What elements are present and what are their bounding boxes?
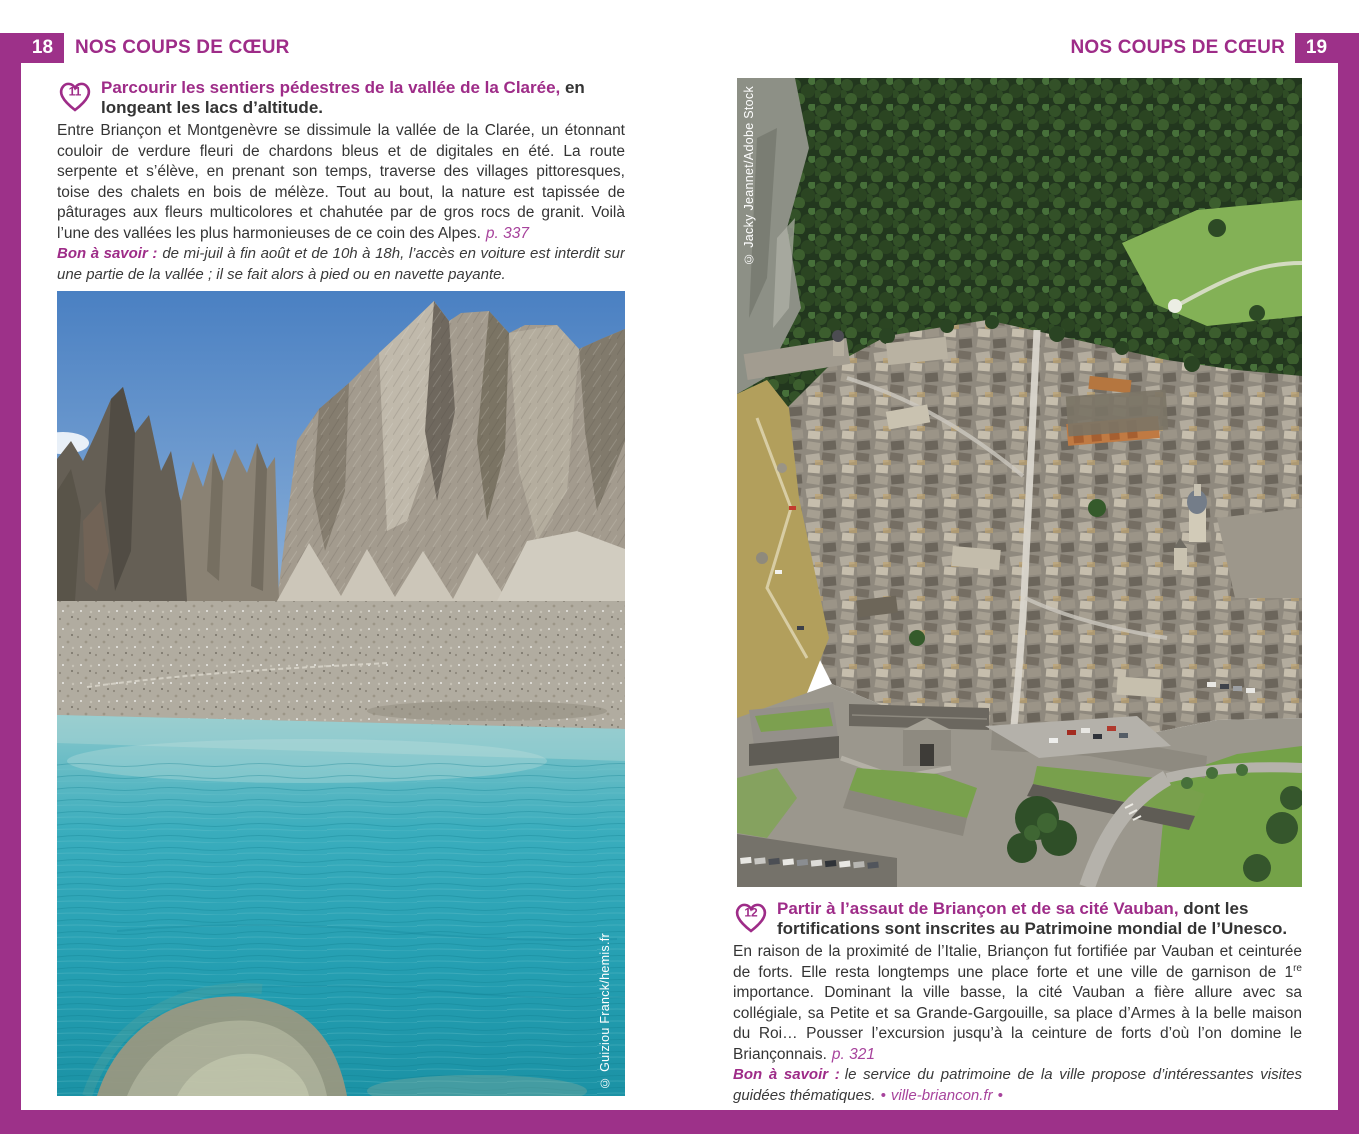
- item-12-tip-label: Bon à savoir :: [733, 1066, 840, 1083]
- heart-11-icon: [57, 79, 93, 113]
- item-11-title: [101, 78, 625, 118]
- ville-briancon-link[interactable]: ville-briancon.fr: [890, 1086, 993, 1104]
- item-12-number: 12: [744, 905, 758, 920]
- photo-credit-lake: © Guiziou Franck/hemis.fr: [598, 933, 612, 1090]
- item-11-number: 11: [68, 84, 82, 99]
- page-number-left: 18: [21, 33, 64, 63]
- heart-12-icon: [733, 900, 769, 934]
- claree-lake-photo: [57, 291, 625, 1096]
- photo-credit-town: © Jacky Jeannet/Adobe Stock: [742, 86, 756, 266]
- item-12-body: [733, 942, 1302, 1065]
- item-12-body-text-2: importance. Dominant la ville basse, la cité Vauban a fière allure avec sa collégiale, sa Petite et sa Grande-Gargouille, sa place d’Armes à la belle maison du Roi… Pousser l’excursion jusqu’à la ceinture de forts d’où l’on domine le Briançonnais.: [733, 984, 1302, 1063]
- item-12-heading: [733, 899, 1302, 939]
- item-12-body-text: En raison de la proximité de l’Italie, Briançon fut fortifiée par Vauban et ceinturée de forts. Elle resta longtemps une place forte et une ville de garnison de 1: [733, 943, 1302, 981]
- item-12-title: [777, 899, 1302, 939]
- briancon-aerial-photo: [737, 78, 1302, 887]
- running-title-right: NOS COUPS DE CŒUR: [1070, 37, 1285, 58]
- item-12-title-rest: dont les fortifications sont inscrites au Patrimoine mondial de l’Unesco.: [777, 899, 1288, 938]
- right-accent-strip: [1338, 33, 1359, 1134]
- page-number-right: 19: [1295, 33, 1338, 63]
- item-12-block: [733, 899, 1302, 1109]
- item-12-page-ref: p. 321: [831, 1045, 876, 1063]
- item-11-page-ref: p. 337: [485, 224, 530, 242]
- item-11-body-text: Entre Briançon et Montgenèvre se dissimule la vallée de la Clarée, un étonnant couloir de verdure fleuri de chardons bleus et de digitales en été. La route serpente et s’élève, en prenant son temps, traverse des villages pittoresques, toise des chalets en bois de mélèze. Tout au bout, la nature est tapissée de pâturages aux fleurs multicolores et chahutée par de gros rocs de granit. Voilà l’une des vallées les plus harmonieuses de ce coin des Alpes.: [57, 122, 625, 242]
- item-11-heading: [57, 78, 625, 118]
- item-12-tip: [733, 1065, 1302, 1106]
- item-11-tip-label: Bon à savoir :: [57, 245, 158, 262]
- running-title-left: NOS COUPS DE CŒUR: [75, 37, 290, 58]
- item-11-tip: [57, 244, 625, 285]
- footer-bar: [0, 1110, 1359, 1134]
- item-12-tip-text: le service du patrimoine de la ville propose d’intéressantes visites guidées thématiques.: [733, 1066, 1302, 1104]
- item-11-title-highlight: Parcourir les sentiers pédestres de la vallée de la Clarée,: [101, 78, 561, 97]
- left-accent-strip: [0, 33, 21, 1134]
- bullet-after-link: •: [997, 1086, 1003, 1104]
- item-11-tip-text: de mi-juil à fin août et de 10h à 18h, l’accès en voiture est interdit sur une partie de la vallée ; il se fait alors à pied ou en navette payante.: [57, 245, 625, 283]
- item-12-ordinal-sup: re: [1293, 962, 1302, 974]
- item-11-title-rest: en longeant les lacs d’altitude.: [101, 78, 585, 117]
- item-11-block: [57, 78, 625, 290]
- item-11-body: [57, 121, 625, 244]
- bullet-before-link: •: [880, 1086, 886, 1104]
- item-12-title-highlight: Partir à l’assaut de Briançon et de sa cité Vauban,: [777, 899, 1179, 918]
